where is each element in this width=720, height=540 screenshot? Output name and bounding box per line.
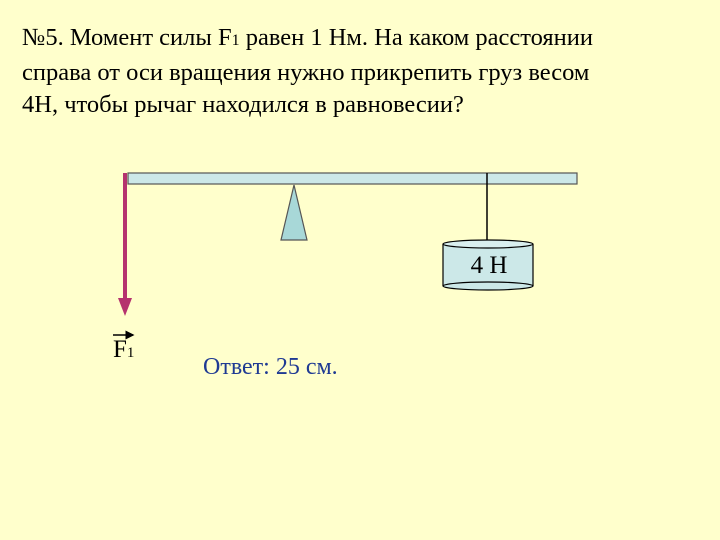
weight-label: 4 Н bbox=[470, 252, 508, 279]
problem-line1-subscript: 1 bbox=[231, 32, 240, 49]
problem-line1-prefix: №5. Момент силы F bbox=[22, 24, 232, 51]
problem-line3: 4Н, чтобы рычаг находился в равновесии? bbox=[22, 91, 464, 118]
force-f1-label-main: F bbox=[113, 336, 127, 363]
force-f1-label-sub: 1 bbox=[126, 345, 135, 361]
answer-text: Ответ: 25 см. bbox=[203, 354, 338, 380]
problem-line1-suffix: равен 1 Нм. На каком расстоянии bbox=[239, 24, 593, 51]
force-f1-arrow bbox=[118, 173, 132, 316]
force-f1-label bbox=[113, 336, 134, 364]
fulcrum bbox=[281, 185, 307, 240]
problem-line2: справа от оси вращения нужно прикрепить груз весом bbox=[22, 59, 590, 86]
lever-beam bbox=[128, 173, 577, 184]
